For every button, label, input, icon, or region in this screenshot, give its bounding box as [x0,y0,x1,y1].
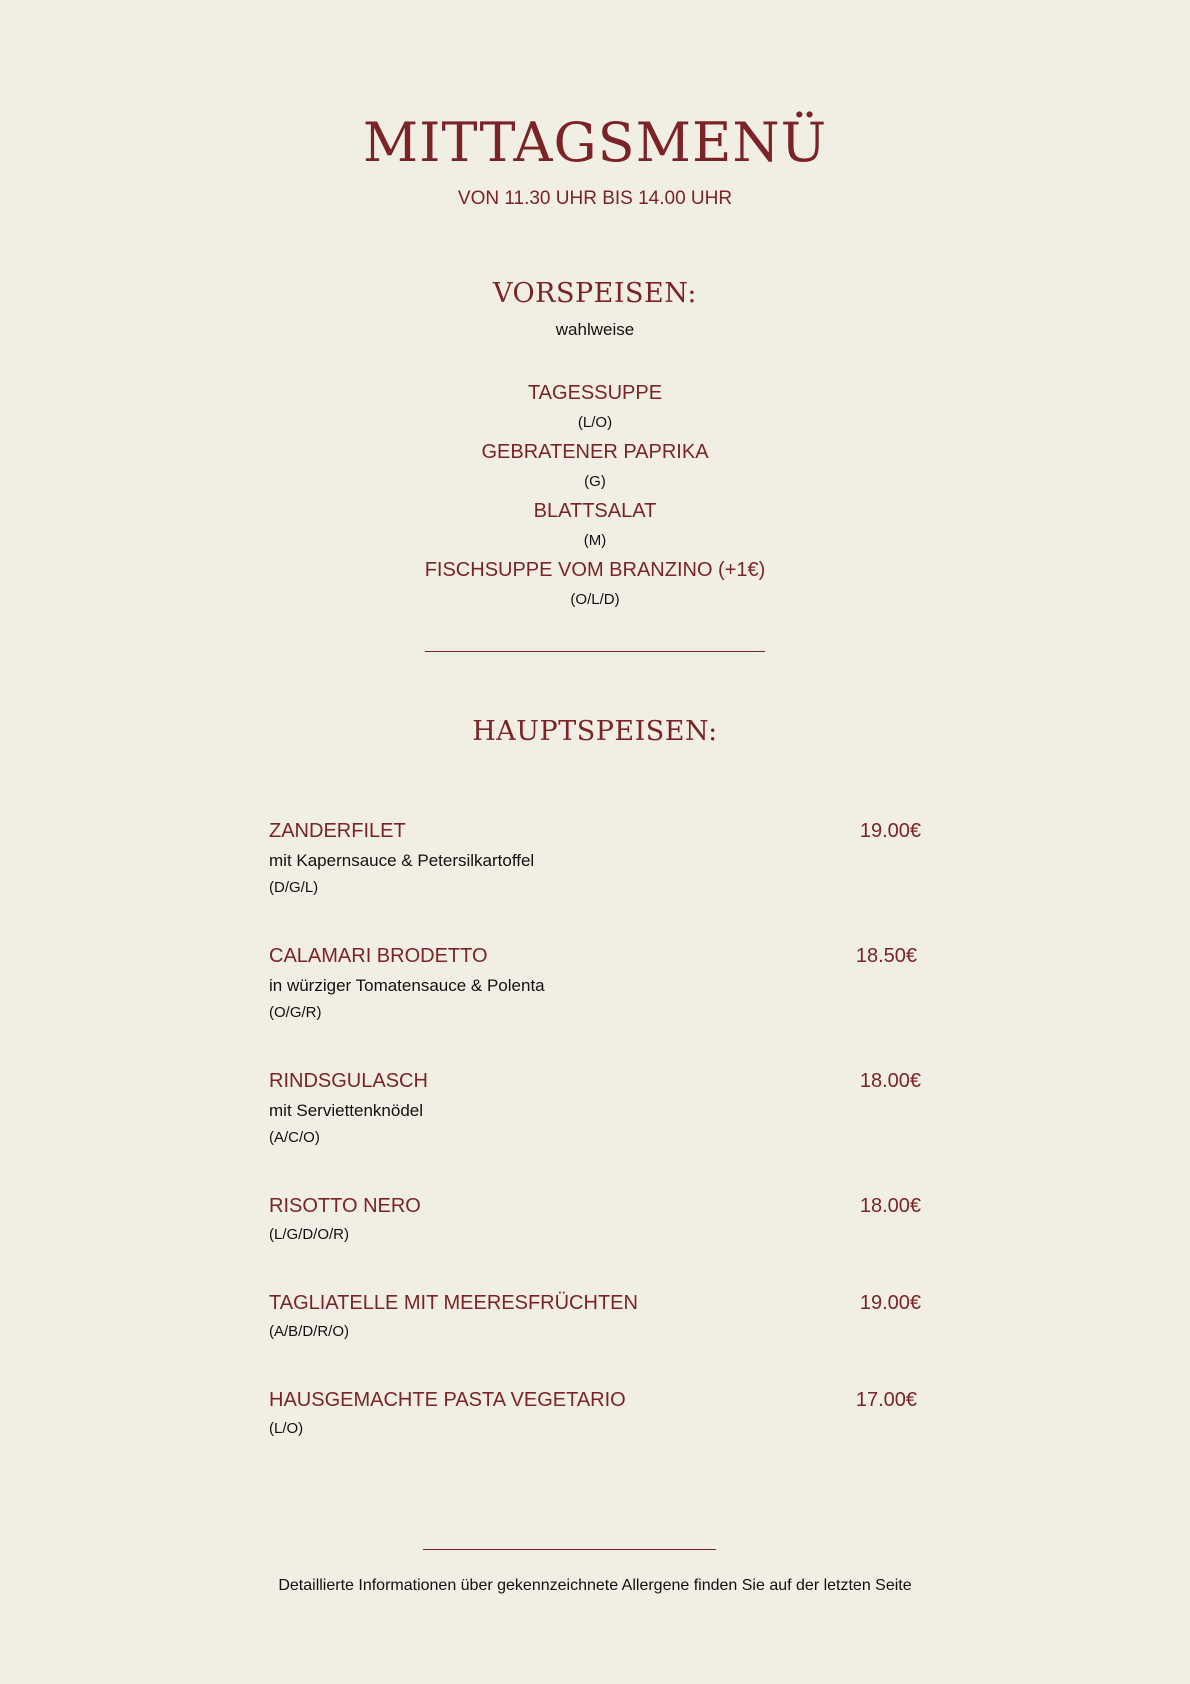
starters-note: wahlweise [555,320,635,339]
dish-item [269,1290,921,1342]
starters-list [0,378,1190,614]
starter-name: GEBRATENER PAPRIKA [481,441,709,463]
dish-description: in würziger Tomatensauce & Polenta [269,976,545,995]
dish-item [269,1193,921,1245]
footer-divider [423,1549,716,1550]
allergen-footnote: Detaillierte Informationen über gekennzeichnete Allergene finden Sie auf der letzten Seite [278,1577,912,1594]
starters-heading: VORSPEISEN: [493,278,697,309]
page-title: MITTAGSMENÜ [362,111,828,174]
dish-price: 18.50€ [855,945,917,967]
mains-heading: HAUPTSPEISEN: [472,716,718,747]
dish-description: mit Serviettenknödel [269,1101,424,1120]
dish-price: 17.00€ [855,1389,917,1411]
starter-allergens: (O/L/D) [570,591,620,608]
dish-allergens: (A/C/O) [269,1129,320,1146]
dish-allergens: (L/O) [269,1420,304,1437]
dish-item [269,1387,921,1439]
dish-allergens: (L/G/D/O/R) [269,1226,350,1243]
dish-price: 18.00€ [859,1195,921,1217]
section-divider [425,651,765,652]
dish-name: HAUSGEMACHTE PASTA VEGETARIO [269,1389,626,1411]
starter-allergens: (M) [583,532,607,549]
dish-name: RINDSGULASCH [269,1070,428,1092]
dish-name: ZANDERFILET [269,820,406,842]
starter-item [0,496,1190,555]
dish-price: 19.00€ [859,820,921,842]
dish-allergens: (D/G/L) [269,879,319,896]
dish-item [269,1068,921,1148]
dish-allergens: (A/B/D/R/O) [269,1323,350,1340]
dish-allergens: (O/G/R) [269,1004,322,1021]
starter-name: FISCHSUPPE VOM BRANZINO (+1€) [424,559,766,581]
starter-item [0,555,1190,614]
dish-name: TAGLIATELLE MIT MEERESFRÜCHTEN [269,1292,638,1314]
starter-name: BLATTSALAT [533,500,657,522]
dish-price: 18.00€ [859,1070,921,1092]
starter-item [0,378,1190,437]
starter-allergens: (L/O) [577,414,613,431]
starter-name: TAGESSUPPE [527,382,663,404]
dish-item [269,818,921,898]
starter-allergens: (G) [584,473,606,490]
starter-item [0,437,1190,496]
dish-name: RISOTTO NERO [269,1195,421,1217]
mains-list [269,818,921,1439]
service-hours: VON 11.30 UHR BIS 14.00 UHR [457,188,733,209]
dish-description: mit Kapernsauce & Petersilkartoffel [269,851,535,870]
dish-name: CALAMARI BRODETTO [269,945,488,967]
dish-item [269,943,921,1023]
dish-price: 19.00€ [859,1292,921,1314]
